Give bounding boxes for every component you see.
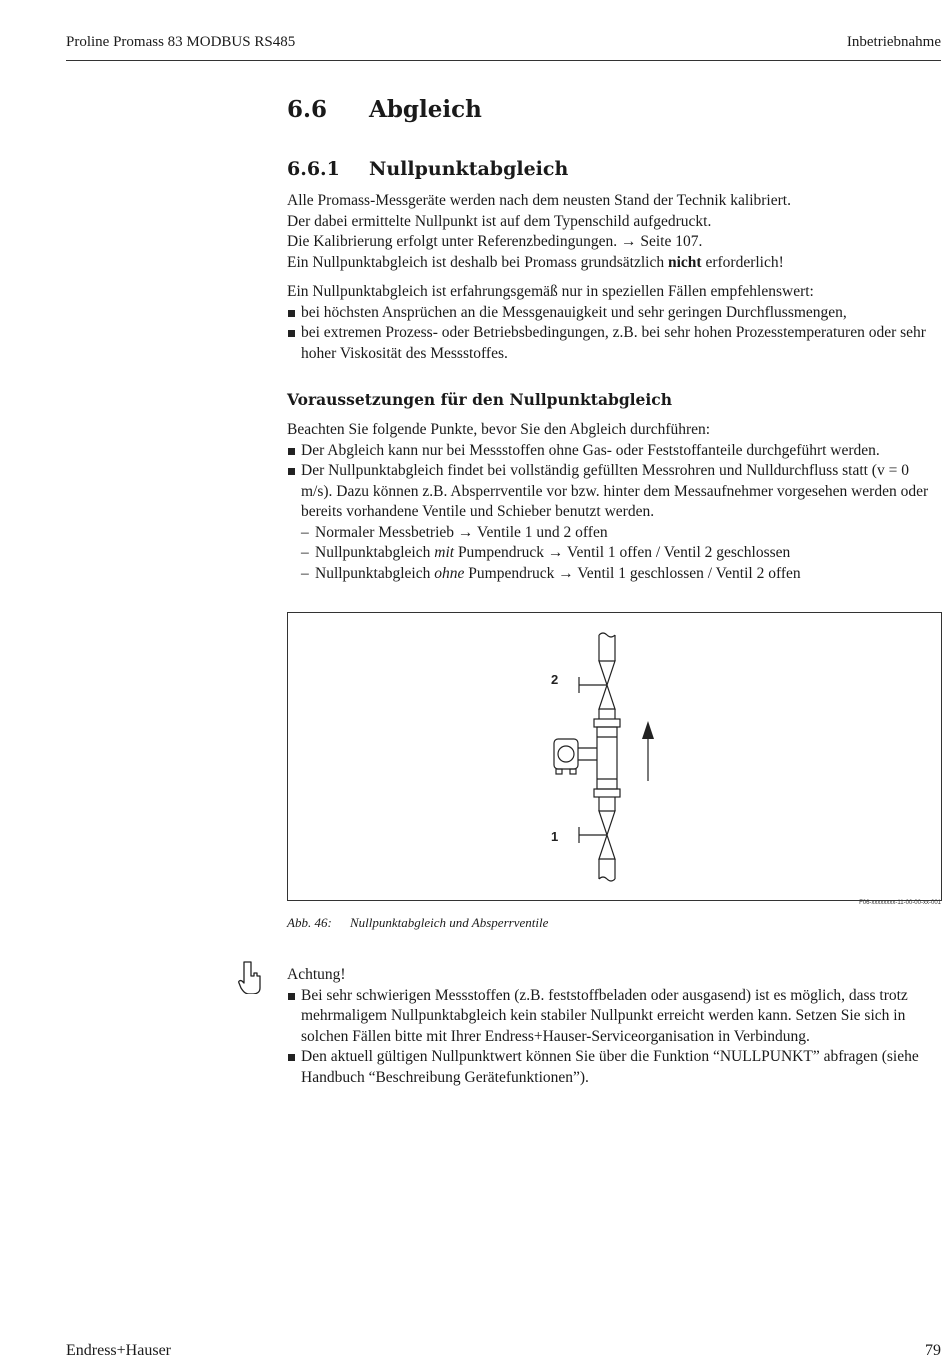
header-product: Proline Promass 83 MODBUS RS485 bbox=[66, 34, 296, 50]
dash-emphasis: mit bbox=[434, 544, 455, 561]
prereq-lead: Beachten Sie folgende Punkte, bevor Sie den Abgleich durchführen: bbox=[287, 421, 711, 438]
list-item: Den aktuell gültigen Nullpunktwert können Sie über die Funktion “NULLPUNKT” abfragen (siehe Handbuch “Beschreibung Gerätefunktionen”). bbox=[287, 1047, 942, 1088]
figure-caption bbox=[287, 915, 548, 931]
subsection-heading bbox=[287, 158, 568, 180]
section-heading bbox=[287, 96, 482, 123]
caution-title: Achtung! bbox=[287, 966, 346, 983]
valve-1-lower bbox=[599, 835, 615, 859]
header-rule bbox=[66, 60, 941, 61]
pointing-hand-icon bbox=[238, 960, 264, 998]
header-chapter: Inbetriebnahme bbox=[846, 34, 941, 50]
flange-bottom bbox=[594, 789, 620, 797]
intro-text: Ein Nullpunktabgleich ist deshalb bei Promass grundsätzlich bbox=[287, 253, 668, 271]
pipe-break-top bbox=[599, 633, 615, 637]
valve-label-2: 2 bbox=[551, 672, 559, 687]
flow-arrow-icon bbox=[642, 721, 654, 739]
flowmeter-diagram bbox=[288, 613, 941, 900]
cable-gland bbox=[570, 769, 576, 774]
intro-line: Alle Promass-Messgeräte werden nach dem neusten Stand der Technik kalibriert. bbox=[287, 192, 791, 209]
pipe-break-bottom bbox=[599, 877, 615, 881]
list-item: Der Abgleich kann nur bei Messstoffen ohne Gas- oder Feststoffanteile durchgeführt werden. bbox=[287, 441, 942, 462]
transmitter-display bbox=[558, 746, 574, 762]
dash-text: Pumpendruck → Ventil 1 offen / Ventil 2 geschlossen bbox=[454, 544, 791, 561]
flange-top bbox=[594, 719, 620, 727]
dash-text: Nullpunktabgleich bbox=[315, 544, 435, 561]
dash-text: Nullpunktabgleich bbox=[315, 564, 435, 582]
intro-text: erforderlich! bbox=[701, 253, 784, 271]
figure-code: F06-xxxxxxxx-11-00-00-xx-001 bbox=[859, 900, 941, 906]
dash-text: Normaler Messbetrieb → Ventile 1 und 2 offen bbox=[315, 523, 608, 541]
list-item: bei extremen Prozess- oder Betriebsbedingungen, z.B. bei sehr hohen Prozesstemperaturen oder sehr hoher Viskosität des Messstoffes. bbox=[287, 323, 942, 364]
intro-emphasis: nicht bbox=[667, 253, 702, 271]
valve-label-1: 1 bbox=[551, 829, 559, 844]
valve-2-upper bbox=[599, 661, 615, 685]
dash-item: – Nullpunktabgleich ohne Pumpendruck → Ventil 1 geschlossen / Ventil 2 offen bbox=[301, 564, 801, 582]
caption-text: Nullpunktabgleich und Absperrventile bbox=[350, 915, 549, 930]
list-item: Bei sehr schwierigen Messstoffen (z.B. feststoffbeladen oder ausgasend) ist es möglich, dass trotz mehrmaligem Nullpunktabgleich kein stabiler Nullpunkt erreicht werden kann. Setzen Sie sich in solchen Fällen bitte mit Ihrer Endress+Hauser-Serviceorganisation in Verbindung. bbox=[287, 986, 942, 1048]
intro-paragraph bbox=[287, 191, 942, 273]
footer-brand: Endress+Hauser bbox=[66, 1342, 171, 1359]
page-number: 79 bbox=[925, 1342, 941, 1359]
subsection-title: Nullpunktabgleich bbox=[369, 158, 569, 180]
prereq-heading: Voraussetzungen für den Nullpunktabgleich bbox=[287, 390, 673, 409]
dash-item: – Normaler Messbetrieb → Ventile 1 und 2 offen bbox=[301, 523, 608, 541]
dash-emphasis: ohne bbox=[434, 564, 465, 582]
figure-frame bbox=[287, 612, 942, 901]
valve-2-lower bbox=[599, 685, 615, 709]
section-number: 6.6 bbox=[287, 96, 328, 123]
prereq-paragraph bbox=[287, 420, 942, 584]
list-item: bei höchsten Ansprüchen an die Messgenauigkeit und sehr geringen Durchflussmengen, bbox=[287, 303, 942, 324]
list-item: Der Nullpunktabgleich findet bei vollständig gefüllten Messrohren und Nulldurchfluss statt (v = 0 m/s). Dazu können z.B. Absperrventile vor bzw. hinter dem Messaufnehmer vorgesehen werden oder bereits vorhandene Ventile und Schieber benutzt werden. bbox=[287, 461, 942, 523]
subsection-number: 6.6.1 bbox=[287, 158, 340, 180]
cable-gland bbox=[556, 769, 562, 774]
intro-line: Die Kalibrierung erfolgt unter Referenzbedingungen. → Seite 107. bbox=[287, 233, 703, 250]
intro-line: Der dabei ermittelte Nullpunkt ist auf dem Typenschild aufgedruckt. bbox=[287, 212, 712, 230]
dash-text: Pumpendruck → Ventil 1 geschlossen / Ventil 2 offen bbox=[464, 564, 801, 582]
recommend-lead: Ein Nullpunktabgleich ist erfahrungsgemäß nur in speziellen Fällen empfehlenswert: bbox=[287, 283, 814, 300]
caution-block bbox=[287, 965, 942, 1088]
section-title: Abgleich bbox=[369, 96, 482, 123]
caption-label: Abb. 46: bbox=[287, 915, 332, 930]
valve-1-upper bbox=[599, 811, 615, 835]
intro-line bbox=[287, 253, 942, 274]
dash-item: – Nullpunktabgleich mit Pumpendruck → Ventil 1 offen / Ventil 2 geschlossen bbox=[301, 544, 791, 561]
recommend-paragraph bbox=[287, 282, 942, 364]
sensor-body bbox=[597, 727, 617, 789]
